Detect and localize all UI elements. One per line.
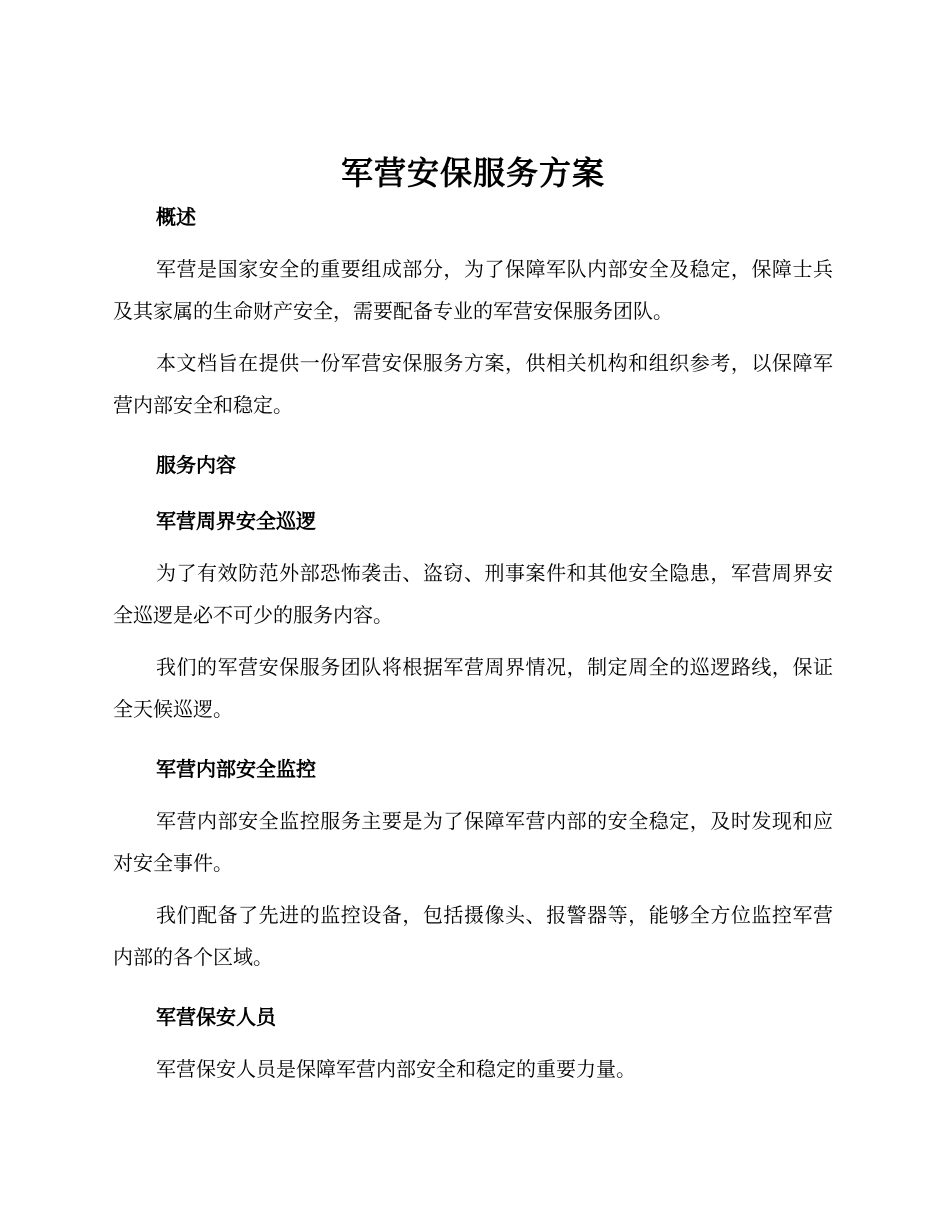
paragraph-overview-1: 军营是国家安全的重要组成部分，为了保障军队内部安全及稳定，保障士兵及其家属的生命财产安全，需要配备专业的军营安保服务团队。	[113, 257, 833, 323]
paragraph-patrol-2: 我们的军营安保服务团队将根据军营周界情况，制定周全的巡逻路线，保证全天候巡逻。	[113, 655, 833, 721]
subsection-heading-patrol: 军营周界安全巡逻	[156, 509, 316, 533]
section-heading-overview: 概述	[156, 205, 196, 229]
paragraph-guards-1: 军营保安人员是保障军营内部安全和稳定的重要力量。	[156, 1057, 636, 1081]
paragraph-patrol-1: 为了有效防范外部恐怖袭击、盗窃、刑事案件和其他安全隐患，军营周界安全巡逻是必不可少的服务内容。	[113, 561, 833, 627]
document-content	[113, 150, 833, 1090]
paragraph-overview-2: 本文档旨在提供一份军营安保服务方案，供相关机构和组织参考，以保障军营内部安全和稳定。	[113, 351, 833, 417]
section-heading-services: 服务内容	[156, 453, 236, 477]
subsection-heading-guards: 军营保安人员	[156, 1005, 276, 1029]
paragraph-monitoring-2: 我们配备了先进的监控设备，包括摄像头、报警器等，能够全方位监控军营内部的各个区域。	[113, 903, 833, 969]
paragraph-monitoring-1: 军营内部安全监控服务主要是为了保障军营内部的安全稳定，及时发现和应对安全事件。	[113, 809, 833, 875]
subsection-heading-monitoring: 军营内部安全监控	[156, 757, 316, 781]
document-title: 军营安保服务方案	[340, 154, 605, 192]
